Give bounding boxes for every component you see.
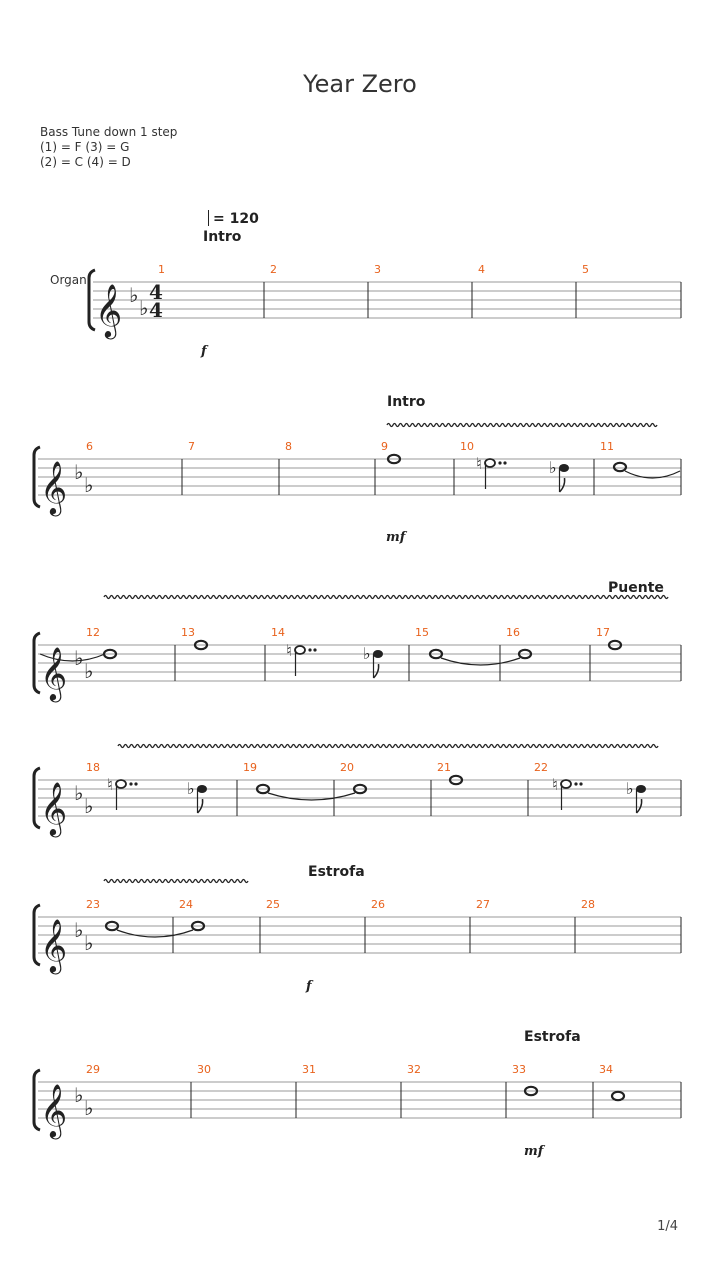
measure-number: 10 (460, 440, 474, 453)
note-dot (579, 782, 582, 785)
note-dot (498, 461, 501, 464)
measure-number: 8 (285, 440, 292, 453)
half-note (295, 646, 305, 654)
measure-number: 19 (243, 761, 257, 774)
treble-clef-icon: 𝄞 (95, 283, 123, 337)
dynamic-marking: mf (386, 530, 406, 545)
eighth-note (197, 785, 207, 793)
note-flag (637, 799, 642, 813)
measure-number: 5 (582, 263, 589, 276)
note-flag (374, 664, 379, 678)
flat-icon: ♭ (74, 1083, 84, 1107)
natural-icon: ♮ (107, 775, 113, 794)
section-label: Intro (203, 229, 242, 245)
measure-number: 14 (271, 626, 285, 639)
measure-number: 21 (437, 761, 451, 774)
note-flag (560, 478, 565, 492)
page-number: 1/4 (657, 1219, 678, 1234)
measure-number: 32 (407, 1063, 421, 1076)
dynamic-marking: f (306, 979, 312, 994)
note-dot (134, 782, 137, 785)
section-label: Intro (387, 394, 426, 410)
measure-number: 17 (596, 626, 610, 639)
time-signature-top: 4 (149, 280, 163, 304)
flat-icon: ♭ (84, 931, 94, 955)
measure-number: 16 (506, 626, 520, 639)
measure-number: 15 (415, 626, 429, 639)
measure-number: 26 (371, 898, 385, 911)
flat-icon: ♭ (84, 473, 94, 497)
measure-number: 22 (534, 761, 548, 774)
measure-number: 9 (381, 440, 388, 453)
measure-number: 28 (581, 898, 595, 911)
measure-number: 7 (188, 440, 195, 453)
measure-number: 23 (86, 898, 100, 911)
flat-icon: ♭ (626, 779, 634, 798)
measure-number: 31 (302, 1063, 316, 1076)
half-note (116, 780, 126, 788)
flat-icon: ♭ (74, 460, 84, 484)
dynamic-marking: mf (524, 1144, 544, 1159)
note-dot (129, 782, 132, 785)
note-dot (574, 782, 577, 785)
half-note (561, 780, 571, 788)
measure-number: 29 (86, 1063, 100, 1076)
treble-clef-icon: 𝄞 (40, 646, 68, 700)
measure-number: 13 (181, 626, 195, 639)
measure-number: 33 (512, 1063, 526, 1076)
treble-clef-icon: 𝄞 (40, 918, 68, 972)
vibrato-line (118, 745, 658, 748)
treble-clef-icon: 𝄞 (40, 781, 68, 835)
tempo-prefix: = (213, 211, 230, 227)
measure-number: 11 (600, 440, 614, 453)
whole-note (614, 463, 626, 471)
note-dot (503, 461, 506, 464)
flat-icon: ♭ (84, 794, 94, 818)
tuning-line: Bass Tune down 1 step (40, 125, 178, 139)
flat-icon: ♭ (139, 296, 149, 320)
vibrato-line (387, 424, 657, 427)
measure-number: 1 (158, 263, 165, 276)
dynamic-marking: f (201, 344, 207, 359)
measure-number: 30 (197, 1063, 211, 1076)
tie (268, 793, 355, 800)
measure-number: 3 (374, 263, 381, 276)
tuning-line: (1) = F (3) = G (40, 140, 130, 154)
measure-number: 4 (478, 263, 485, 276)
half-note (485, 459, 495, 467)
instrument-label: Organ (50, 273, 87, 287)
whole-note (612, 1092, 624, 1100)
flat-icon: ♭ (363, 644, 371, 663)
natural-icon: ♮ (552, 775, 558, 794)
eighth-note (373, 650, 383, 658)
eighth-note (559, 464, 569, 472)
flat-icon: ♭ (549, 458, 557, 477)
flat-icon: ♭ (74, 646, 84, 670)
tie (117, 930, 193, 937)
vibrato-line (104, 880, 248, 883)
flat-icon: ♭ (129, 283, 139, 307)
eighth-note (636, 785, 646, 793)
note-dot (308, 648, 311, 651)
time-signature-bottom: 4 (149, 298, 163, 322)
measure-number: 27 (476, 898, 490, 911)
treble-clef-icon: 𝄞 (40, 1083, 68, 1137)
measure-number: 20 (340, 761, 354, 774)
tuning-line: (2) = C (4) = D (40, 155, 131, 169)
flat-icon: ♭ (84, 659, 94, 683)
measure-number: 18 (86, 761, 100, 774)
measure-number: 2 (270, 263, 277, 276)
natural-icon: ♮ (286, 641, 292, 660)
section-label: Estrofa (524, 1029, 581, 1045)
score-title: Year Zero (303, 70, 417, 98)
flat-icon: ♭ (187, 779, 195, 798)
natural-icon: ♮ (476, 454, 482, 473)
measure-number: 24 (179, 898, 193, 911)
section-label: Puente (608, 580, 664, 596)
flat-icon: ♭ (74, 918, 84, 942)
tie (441, 658, 520, 665)
vibrato-line (104, 596, 668, 599)
measure-number: 25 (266, 898, 280, 911)
measure-number: 12 (86, 626, 100, 639)
note-dot (313, 648, 316, 651)
treble-clef-icon: 𝄞 (40, 460, 68, 514)
flat-icon: ♭ (74, 781, 84, 805)
measure-number: 34 (599, 1063, 613, 1076)
note-flag (198, 799, 203, 813)
flat-icon: ♭ (84, 1096, 94, 1120)
section-label: Estrofa (308, 864, 365, 880)
tempo-value: 120 (229, 211, 259, 227)
measure-number: 6 (86, 440, 93, 453)
